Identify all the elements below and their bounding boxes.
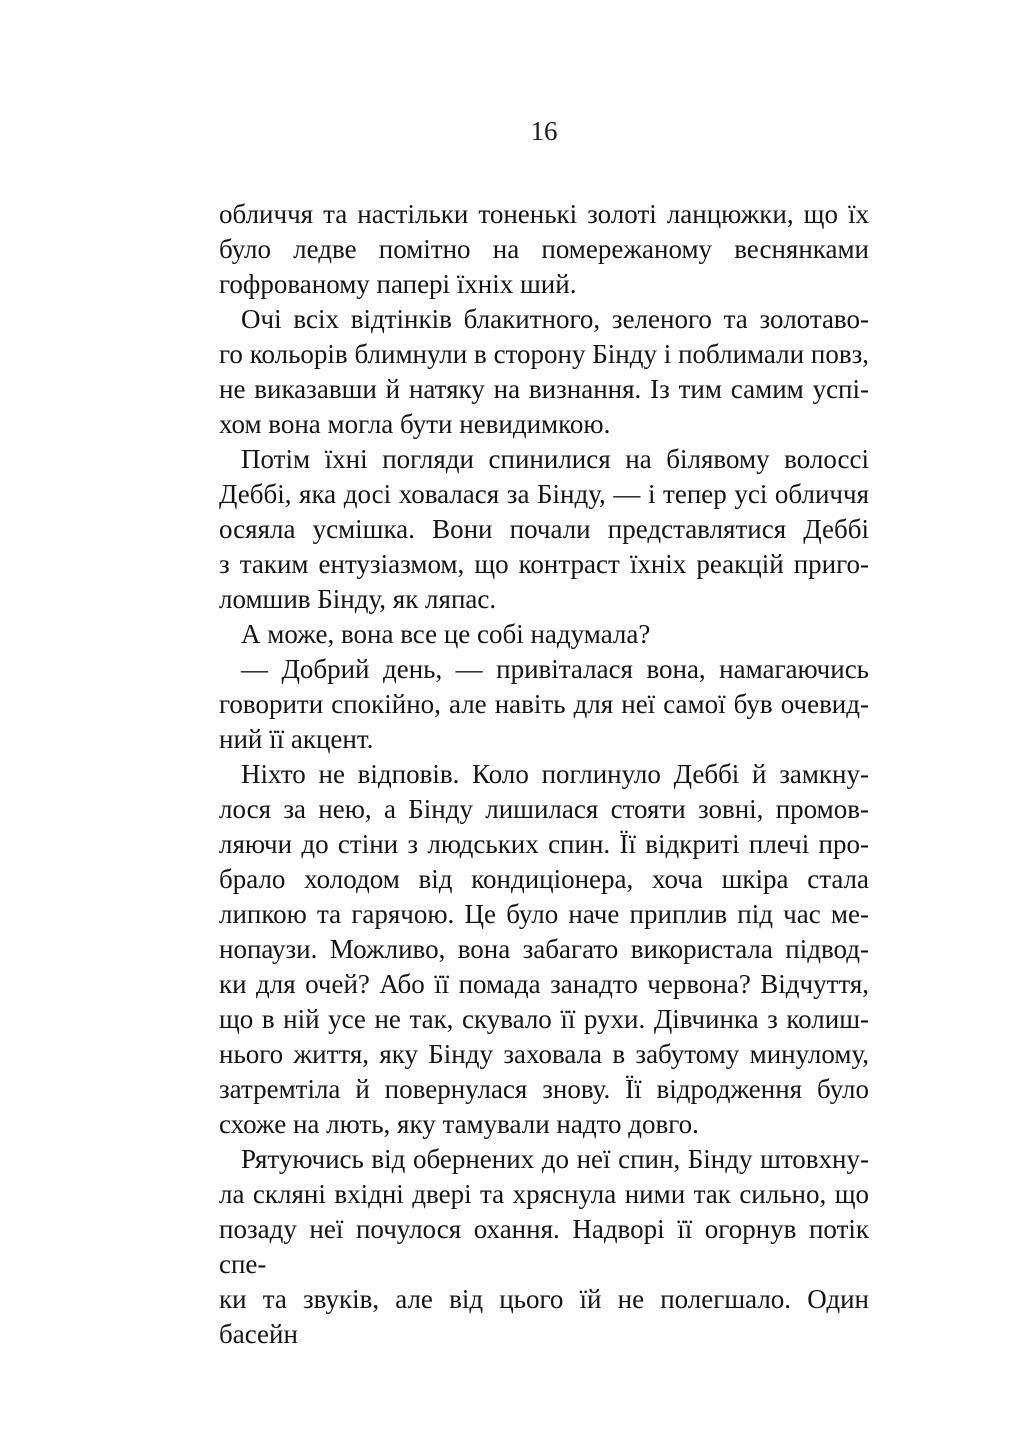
text-line: ла скляні вхідні двері та хряснула ними так сильно, що xyxy=(219,1179,869,1209)
text-line: нопаузи. Можливо, вона забагато використала підвод- xyxy=(219,934,869,964)
text-line: ляючи до стіни з людських спин. Її відкриті плечі про- xyxy=(219,829,869,859)
text-line: хом вона могла бути невидимкою. xyxy=(219,409,611,439)
text-line: говорити спокійно, але навіть для неї самої був очевид- xyxy=(219,689,869,719)
paragraph xyxy=(219,197,869,302)
text-line: обличчя та настільки тоненькі золоті ланцюжки, що їх xyxy=(219,199,869,229)
text-line: затремтіла й повернулася знову. Її відродження було xyxy=(219,1074,869,1104)
text-line: позаду неї почулося охання. Надворі її огорнув потік спе- xyxy=(219,1214,869,1279)
paragraph xyxy=(219,757,869,1142)
page-number: 16 xyxy=(530,116,558,146)
text-line: брало холодом від кондиціонера, хоча шкіра стала xyxy=(219,864,869,894)
text-line: го кольорів блимнули в сторону Бінду і поблимали повз, xyxy=(219,339,869,369)
text-line: липкою та гарячою. Це було наче приплив під час ме- xyxy=(219,899,869,929)
text-line: А може, вона все це собі надумала? xyxy=(241,619,651,649)
text-line: лося за нею, а Бінду лишилася стояти зовні, промов- xyxy=(219,794,869,824)
text-line: Потім їхні погляди спинилися на білявому волоссі xyxy=(241,444,869,474)
text-line: Ніхто не відповів. Коло поглинуло Деббі й замкну- xyxy=(241,759,869,789)
paragraph xyxy=(219,302,869,442)
text-line: ломшив Бінду, як ляпас. xyxy=(219,584,497,614)
text-line: ки для очей? Або її помада занадто червона? Відчуття, xyxy=(219,969,869,999)
paragraph xyxy=(219,442,869,617)
text-line: Очі всіх відтінків блакитного, зеленого та золотаво- xyxy=(241,304,869,334)
text-line: ки та звуків, але від цього їй не полегшало. Один басейн xyxy=(219,1284,869,1349)
page-text xyxy=(219,197,869,1352)
paragraph xyxy=(219,652,869,757)
text-line: — Добрий день, — привіталася вона, намагаючись xyxy=(241,654,869,684)
text-line: що в ній усе не так, скувало її рухи. Дівчинка з колиш- xyxy=(219,1004,869,1034)
paragraph xyxy=(219,617,869,652)
text-line: Деббі, яка досі ховалася за Бінду, — і тепер усі обличчя xyxy=(219,479,869,509)
text-line: ний її акцент. xyxy=(219,724,374,754)
text-line: було ледве помітно на помережаному веснянками xyxy=(219,234,869,264)
text-line: гофрованому папері їхніх ший. xyxy=(219,269,577,299)
text-line: осяяла усмішка. Вони почали представлятися Деббі xyxy=(219,514,869,544)
text-line: нього життя, яку Бінду заховала в забутому минулому, xyxy=(219,1039,869,1069)
text-line: не виказавши й натяку на визнання. Із тим самим успі- xyxy=(219,374,869,404)
text-line: з таким ентузіазмом, що контраст їхніх реакцій приго- xyxy=(219,549,869,579)
paragraph xyxy=(219,1142,869,1352)
text-line: схоже на лють, яку тамували надто довго. xyxy=(219,1109,699,1139)
text-line: Рятуючись від обернених до неї спин, Бінду штовхну- xyxy=(241,1144,869,1174)
